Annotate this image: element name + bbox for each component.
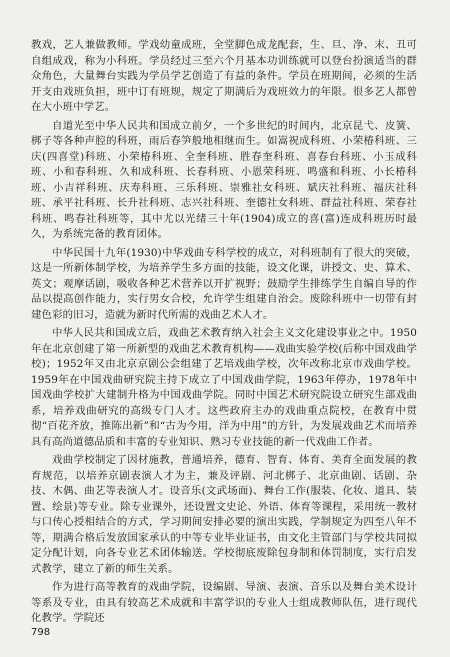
paragraph-4: 中华人民共和国成立后，戏曲艺术教育纳入社会主义文化建设事业之中。1950年在北京创建了第一所新型的戏曲艺术教育机构——戏曲实验学校(后称中国戏曲学校)；1952年又由北京京剧公会组建了艺培戏曲学校，次年改称北京市戏曲学校。1959年在中国戏曲研究院主持下成立了中国戏曲学院，1963年停办，1978年中国戏曲学校扩大建制升格为中国戏曲学院。同时中国艺术研究院设立研究生部戏曲系，培养戏曲研究的高级专门人才。这些政府主办的戏曲重点院校，在教育中贯彻“百花齐放，推陈出新”和“古为今用，洋为中用”的方针，为发展戏曲艺术而培养具有高尚道德品质和丰富的专业知识、熟习专业技能的新一代戏曲工作者。	[31, 327, 417, 448]
paragraph-3: 中华民国十九年(1930)中华戏曲专科学校的成立，对科班制有了很大的突破，这是一所新体制学校，为培养学生多方面的技能，设文化课，讲授文、史、算术、英文；观摩话剧，吸收各种艺术营养以开扩视野；鼓励学生排练学生自编自导的作品以提高创作能力，实行男女合校，允许学生组建自治会。废除科班中一切带有封建色彩的旧习，造就为新时代所需的戏曲艺术人才。	[31, 246, 417, 321]
paragraph-5: 戏曲学校制定了因材施教，普通培养，德育、智育、体育、美育全面发展的教育规范，以培养京剧表演人才为主，兼及评剧、河北梆子、北京曲剧、话剧、杂技、木偶、曲艺等表演人才。设音乐(文武场面)、舞台工作(服装、化妆、道具、装置、绘景)等专业。除专业课外，还设置文史论、外语、体育等课程，采用统一教材与口传心授相结合的方式，学习期间安排必要的演出实践，学制规定为四至八年不等，期满合格后发放国家承认的中等专业毕业证书，由文化主管部门与学校共同拟定分配计划，向各专业艺术团体输送。学校彻底废除包身制和体罚制度，实行启发式教学，建立了新的师生关系。	[31, 454, 417, 575]
paragraph-6: 作为进行高等教育的戏曲学院，设编剧、导演、表演、音乐以及舞台美术设计等系及专业，由具有较高艺术成就和丰富学识的专业人士组成教师队伍，进行现代化教学。学院还	[31, 581, 417, 624]
paragraph-2: 自道光至中华人民共和国成立前夕，一个多世纪的时间内，北京昆弋、皮簧、梆子等各种声腔的科班，雨后春笋般地相继而生。如嵩祝成科班、小荣椿科班、三庆(四喜堂)科班、小荣椿科班、全奎科班、胜春奎科班、喜春台科班、小玉成科班、小和春科班、久和成科班、长春科班、小恩荣科班、鸣盛和科班、小长椿科班、小吉祥科班、庆寿科班、三乐科班、崇雅社女科班、斌庆社科班、福庆社科班、承平社科班、长升社科班、志兴社科班、奎德社女科班、群益社科班、荣春社科班、鸣春社科班等，其中尤以光绪三十年(1904)成立的喜(富)连成科班历时最久，为系统完备的教育团体。	[31, 119, 417, 240]
paragraph-1: 教戏，艺人兼做教师。学戏幼童成班，全堂脚色成龙配套，生、旦、净、末、丑可自组成戏，称为小科班。学员经过三至六个月基本功训练就可以登台扮演适当的群众角色，大量舞台实践为学员学艺创造了有益的条件。学员在班期间，必须的生活开支由戏班负担，班中订有班规，规定了期满后为戏班效力的年限。很多艺人都曾在大小班中学艺。	[31, 39, 417, 113]
page-number: 798	[31, 627, 51, 638]
